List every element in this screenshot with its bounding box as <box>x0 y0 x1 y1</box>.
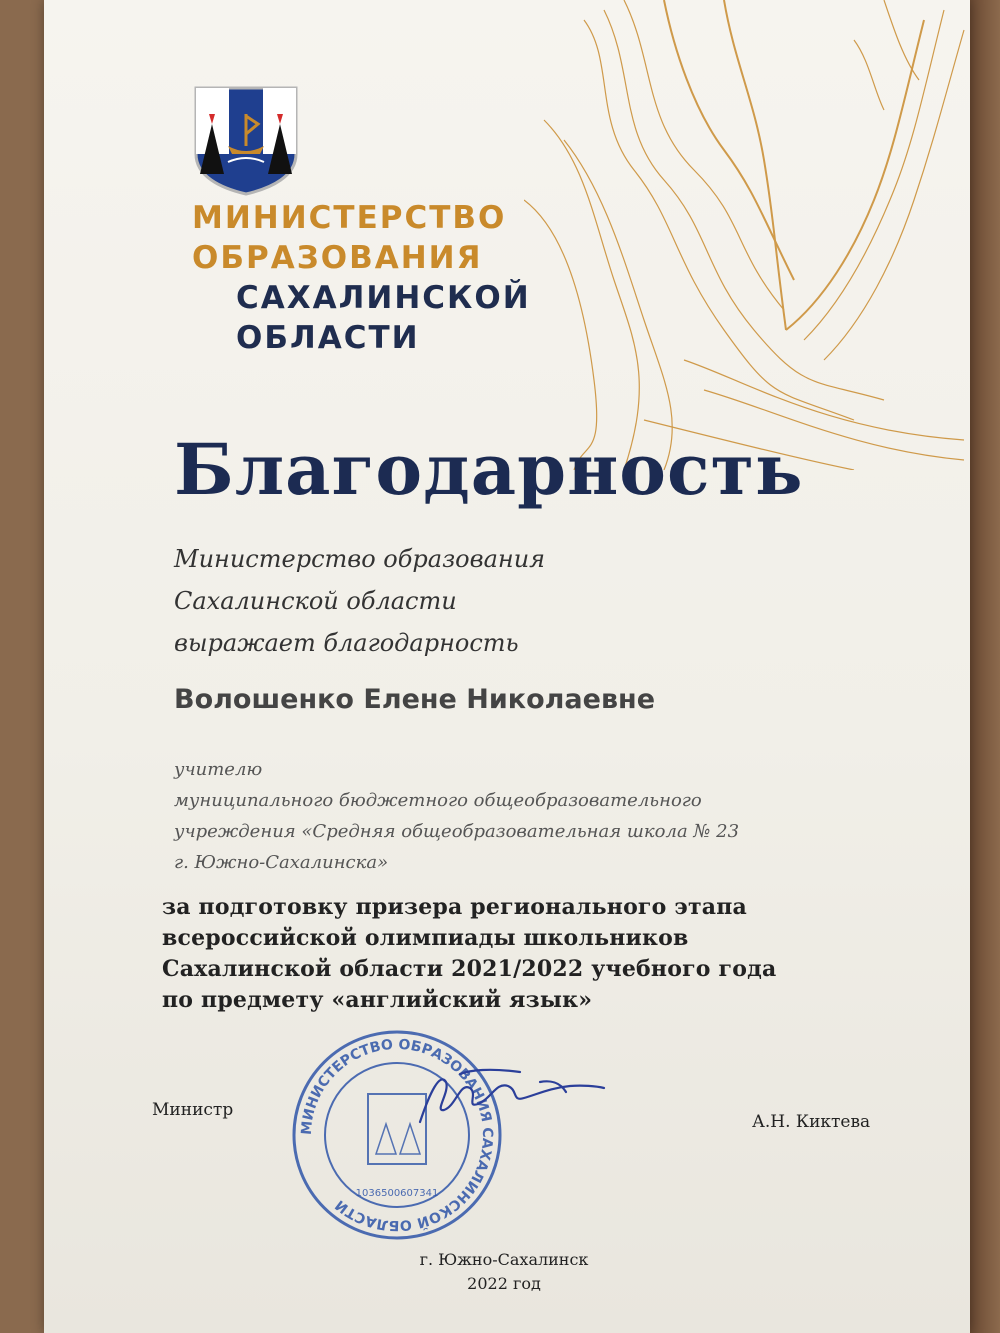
position-line-1: учителю <box>174 759 263 780</box>
certificate-page <box>44 0 970 1333</box>
table-background <box>970 0 1000 1333</box>
minister-name: А.Н. Киктева <box>752 1112 871 1132</box>
stamp-text: МИНИСТЕРСТВО ОБРАЗОВАНИЯ САХАЛИНСКОЙ ОБЛАСТИ <box>298 1036 496 1234</box>
minister-title: Министр <box>152 1100 234 1120</box>
ministry-logo-text <box>192 198 531 358</box>
handwritten-signature-icon <box>400 1052 610 1132</box>
footer-place-date <box>344 1248 664 1296</box>
position-line-4: г. Южно-Сахалинска» <box>174 852 389 873</box>
intro-line-3: выражает благодарность <box>174 629 519 657</box>
recipient-position <box>174 754 739 878</box>
intro-line-1: Министерство образования <box>174 545 546 573</box>
intro-text <box>174 538 545 664</box>
reason-line-3: Сахалинской области 2021/2022 учебного года <box>162 956 777 982</box>
reason-line-2: всероссийской олимпиады школьников <box>162 925 689 951</box>
sakhalin-map-decoration <box>524 0 970 470</box>
certificate-title: Благодарность <box>174 428 804 511</box>
intro-line-2: Сахалинской области <box>174 587 457 615</box>
ministry-line-3: САХАЛИНСКОЙ <box>236 280 531 316</box>
footer-city: г. Южно-Сахалинск <box>419 1250 589 1269</box>
ministry-line-4: ОБЛАСТИ <box>236 320 420 356</box>
stamp-number: 1036500607341 <box>355 1188 439 1199</box>
ministry-line-1: МИНИСТЕРСТВО <box>192 200 507 236</box>
ministry-line-2: ОБРАЗОВАНИЯ <box>192 240 483 276</box>
footer-year: 2022 год <box>467 1274 541 1293</box>
reason-line-4: по предмету «английский язык» <box>162 987 593 1013</box>
reason-line-1: за подготовку призера регионального этапа <box>162 894 747 920</box>
position-line-2: муниципального бюджетного общеобразовательного <box>174 790 702 811</box>
award-reason <box>162 892 776 1016</box>
position-line-3: учреждения «Средняя общеобразовательная школа № 23 <box>174 821 740 842</box>
sakhalin-coat-of-arms-icon <box>192 84 300 196</box>
recipient-name: Волошенко Елене Николаевне <box>174 684 656 715</box>
